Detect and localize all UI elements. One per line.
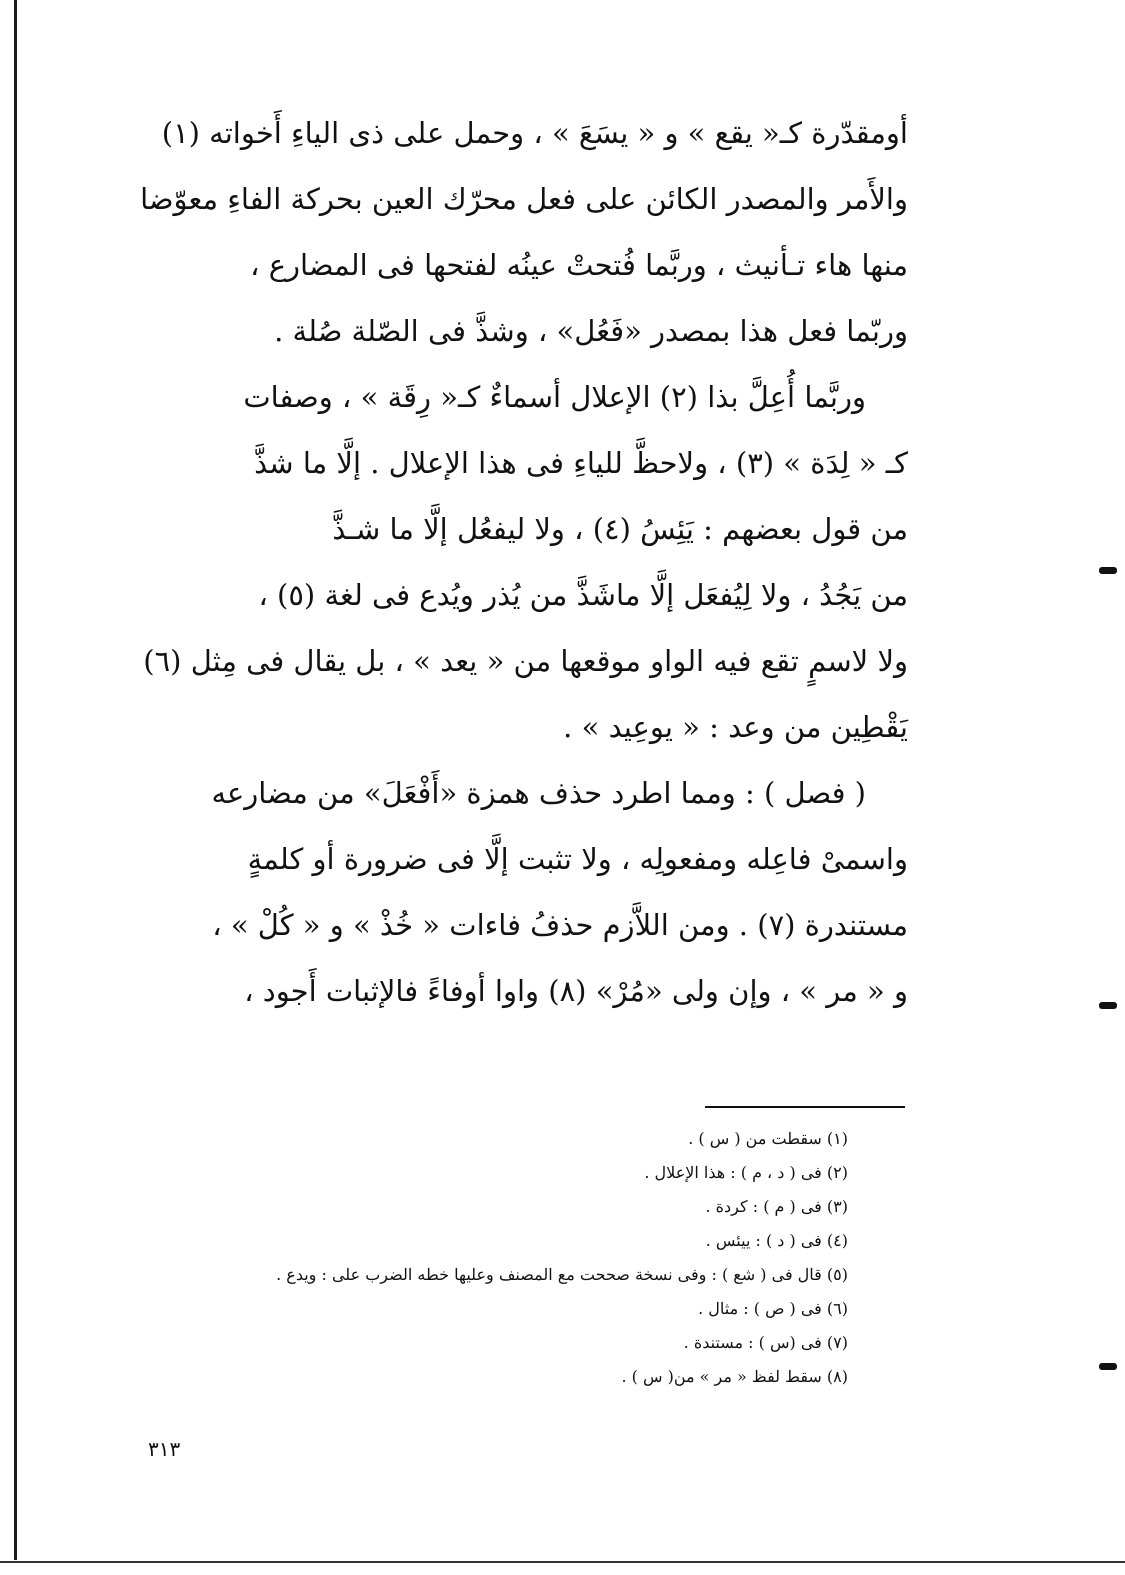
- footnote: (٢) فى ( د ، م ) : هذا الإعلال .: [644, 1163, 848, 1182]
- body-text: [140, 100, 908, 1024]
- body-line: ( فصل ) : ومما اطرد حذف همزة «أَفْعَلَ» من مضارعه: [211, 776, 866, 810]
- margin-mark: [1099, 1002, 1117, 1009]
- footnote: (٧) فى (س ) : مستندة .: [683, 1333, 848, 1352]
- body-line: من يَجُدُ ، ولا لِيُفعَل إلَّا ماشَذَّ من يُذر ويُدع فى لغة (٥) ،: [258, 578, 908, 612]
- body-line: يَقْطِين من وعد : « يوعِيد » .: [563, 710, 908, 744]
- body-line: أومقدّرة كـ« يقع » و « يسَعَ » ، وحمل على ذى الياءِ أَخواته (١): [161, 116, 908, 150]
- footnote: (٣) فى ( م ) : كردة .: [705, 1197, 848, 1216]
- body-line: منها هاء تـأنيث ، وربَّما فُتحتْ عينُه لفتحها فى المضارع ،: [250, 248, 908, 282]
- body-line: والأَمر والمصدر الكائن على فعل محرّك العين بحركة الفاءِ معوّضا: [140, 182, 908, 216]
- body-line: من قول بعضهم : يَئِسُ (٤) ، ولا ليفعُل إلَّا ما شـذَّ: [332, 512, 908, 546]
- page-number: ٣١٣: [148, 1437, 181, 1461]
- footnote: (٥) قال فى ( شع ) : وفى نسخة صححت مع المصنف وعليها خطه الضرب على : ويدع .: [276, 1265, 848, 1284]
- footnote: (١) سقطت من ( س ) .: [688, 1129, 848, 1148]
- scan-edge-left: [14, 0, 17, 1560]
- body-line: و « مر » ، وإن ولى «مُرْ» (٨) واوا أوفاءً فالإثبات أَجود ،: [244, 974, 908, 1008]
- body-line: وربَّما أُعِلَّ بذا (٢) الإعلال أسماءٌ كـ« رِقَة » ، وصفات: [243, 380, 866, 414]
- footnote: (٦) فى ( ص ) : مثال .: [698, 1299, 848, 1318]
- margin-mark: [1099, 1363, 1117, 1370]
- footnote-separator: [705, 1106, 905, 1108]
- body-line: واسمىْ فاعِله ومفعولِه ، ولا تثبت إلَّا فى ضرورة أو كلمةٍ: [247, 842, 908, 876]
- footnote: (٤) فى ( د ) : ييئس .: [705, 1231, 848, 1250]
- body-line: مستندرة (٧) . ومن اللاَّزم حذفُ فاءات « خُذْ » و « كُلْ » ،: [212, 908, 908, 942]
- margin-mark: [1099, 567, 1117, 574]
- scan-edge-bottom: [0, 1561, 1125, 1563]
- body-line: كـ « لِدَة » (٣) ، ولاحظَّ للياءِ فى هذا الإعلال . إلَّا ما شذَّ: [254, 446, 908, 480]
- footnotes: [120, 1122, 848, 1394]
- body-line: وربّما فعل هذا بمصدر «فَعُل» ، وشذَّ فى الصّلة صُلة .: [274, 314, 908, 348]
- footnote: (٨) سقط لفظ « مر » من( س ) .: [621, 1367, 848, 1386]
- body-line: ولا لاسمٍ تقع فيه الواو موقعها من « يعد » ، بل يقال فى مِثل (٦): [143, 644, 908, 678]
